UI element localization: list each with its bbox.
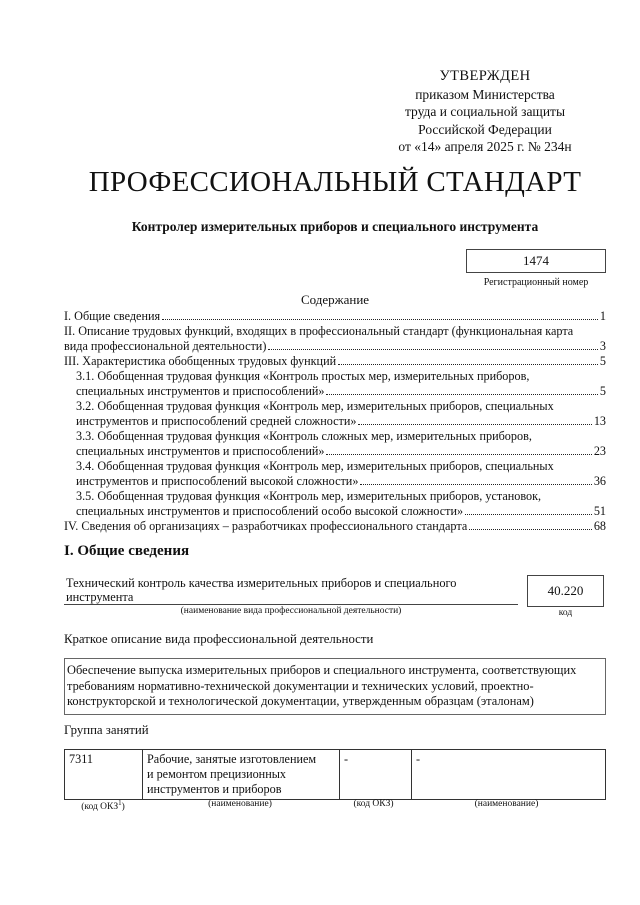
toc-entry-page: 1 bbox=[599, 309, 606, 323]
toc-entry-text: вида профессиональной деятельности) bbox=[64, 339, 267, 353]
table-row bbox=[65, 750, 606, 800]
toc-entry-text: II. Описание трудовых функций, входящих в профессиональный стандарт (функциональная карта bbox=[64, 324, 574, 338]
approval-order: от «14» апреля 2025 г. № 234н bbox=[398, 139, 572, 154]
activity-name bbox=[66, 576, 506, 604]
description-text bbox=[67, 663, 602, 710]
description-line: конструкторской и технологической документации, утвержденным образцам (эталонам) bbox=[67, 694, 534, 708]
toc-entry-page: 5 bbox=[599, 384, 606, 398]
toc-entry-page: 5 bbox=[599, 354, 606, 368]
toc-entry[interactable] bbox=[64, 429, 606, 459]
toc-entry-page: 51 bbox=[593, 504, 606, 518]
divider bbox=[64, 604, 518, 605]
approval-heading: УТВЕРЖДЕН bbox=[439, 68, 531, 84]
toc-entry-page: 13 bbox=[593, 414, 606, 428]
toc-entry-text: I. Общие сведения bbox=[64, 309, 161, 323]
toc-entry-text: инструментов и приспособлений высокой сложности» bbox=[76, 474, 359, 488]
activity-caption: (наименование вида профессиональной деятельности) bbox=[180, 606, 402, 616]
footnote-marker[interactable]: 1 bbox=[118, 799, 122, 807]
okz-name-cell bbox=[143, 750, 340, 800]
activity-name-line: инструмента bbox=[66, 590, 134, 604]
description-label: Краткое описание вида профессиональной деятельности bbox=[64, 632, 374, 646]
table-of-contents bbox=[64, 309, 606, 534]
document-subtitle: Контролер измерительных приборов и специального инструмента bbox=[131, 219, 539, 234]
toc-entry-text: специальных инструментов и приспособлений особо высокой сложности» bbox=[76, 504, 464, 518]
okz-name-line: Рабочие, занятые изготовлением bbox=[147, 752, 317, 766]
toc-entry[interactable] bbox=[64, 399, 606, 429]
toc-entry-text: специальных инструментов и приспособлений» bbox=[76, 384, 325, 398]
toc-entry-text: 3.2. Обобщенная трудовая функция «Контроль мер, измерительных приборов, специальных bbox=[76, 399, 554, 413]
okz-name-caption: (наименование) bbox=[474, 799, 539, 809]
toc-entry[interactable] bbox=[64, 459, 606, 489]
toc-entry-text: 3.5. Обобщенная трудовая функция «Контроль мер, измерительных приборов, установок, bbox=[76, 489, 542, 503]
group-label: Группа занятий bbox=[64, 723, 149, 737]
approval-line: труда и социальной защиты bbox=[404, 104, 566, 119]
toc-entry[interactable] bbox=[64, 369, 606, 399]
okz-name-cell: - bbox=[412, 750, 606, 800]
toc-entry-text: 3.1. Обобщенная трудовая функция «Контроль простых мер, измерительных приборов, bbox=[76, 369, 530, 383]
description-line: требованиям нормативно-технической документации и технических условий, проектно- bbox=[67, 678, 534, 693]
activity-name-line: Технический контроль качества измерительных приборов и специального bbox=[66, 576, 457, 590]
toc-entry-text: 3.4. Обобщенная трудовая функция «Контроль мер, измерительных приборов, специальных bbox=[76, 459, 554, 473]
okz-name-line: и ремонтом прецизионных bbox=[147, 767, 287, 781]
toc-entry[interactable] bbox=[64, 519, 606, 534]
okz-code-cell: - bbox=[340, 750, 412, 800]
toc-entry[interactable] bbox=[64, 324, 606, 354]
toc-entry-text: IV. Сведения об организациях – разработчиках профессионального стандарта bbox=[64, 519, 468, 533]
registration-number-box: 1474 bbox=[466, 249, 606, 273]
okz-code-caption: (код ОКЗ$^1$) bbox=[81, 799, 125, 813]
toc-entry-page: 36 bbox=[593, 474, 606, 488]
toc-entry-text: инструментов и приспособлений средней сложности» bbox=[76, 414, 357, 428]
toc-entry-page: 68 bbox=[593, 519, 606, 533]
toc-entry-text: специальных инструментов и приспособлений» bbox=[76, 444, 325, 458]
activity-code-box: 40.220 bbox=[527, 575, 604, 607]
occupation-group-table bbox=[64, 749, 606, 800]
activity-code-caption: код bbox=[558, 608, 573, 618]
okz-name-line: инструментов и приборов bbox=[147, 782, 282, 796]
toc-entry-page: 3 bbox=[599, 339, 606, 353]
toc-entry-page: 23 bbox=[593, 444, 606, 458]
description-line: Обеспечение выпуска измерительных приборов и специального инструмента, соответствующих bbox=[67, 663, 577, 677]
toc-entry-text: III. Характеристика обобщенных трудовых функций bbox=[64, 354, 337, 368]
registration-number-label: Регистрационный номер bbox=[483, 277, 589, 288]
section-heading: I. Общие сведения bbox=[64, 543, 190, 559]
toc-entry[interactable] bbox=[64, 354, 606, 369]
approval-line: Российской Федерации bbox=[418, 121, 552, 137]
toc-entry[interactable] bbox=[64, 309, 606, 324]
approval-block bbox=[360, 68, 610, 156]
toc-entry-text: 3.3. Обобщенная трудовая функция «Контроль сложных мер, измерительных приборов, bbox=[76, 429, 532, 443]
toc-title: Содержание bbox=[300, 292, 370, 307]
okz-code-caption: (код ОКЗ) bbox=[353, 799, 394, 809]
document-title: ПРОФЕССИОНАЛЬНЫЙ СТАНДАРТ bbox=[88, 166, 582, 198]
okz-code-cell: 7311 bbox=[65, 750, 143, 800]
approval-line: приказом Министерства bbox=[415, 86, 555, 102]
toc-entry[interactable] bbox=[64, 489, 606, 519]
okz-name-caption: (наименование) bbox=[208, 799, 272, 809]
